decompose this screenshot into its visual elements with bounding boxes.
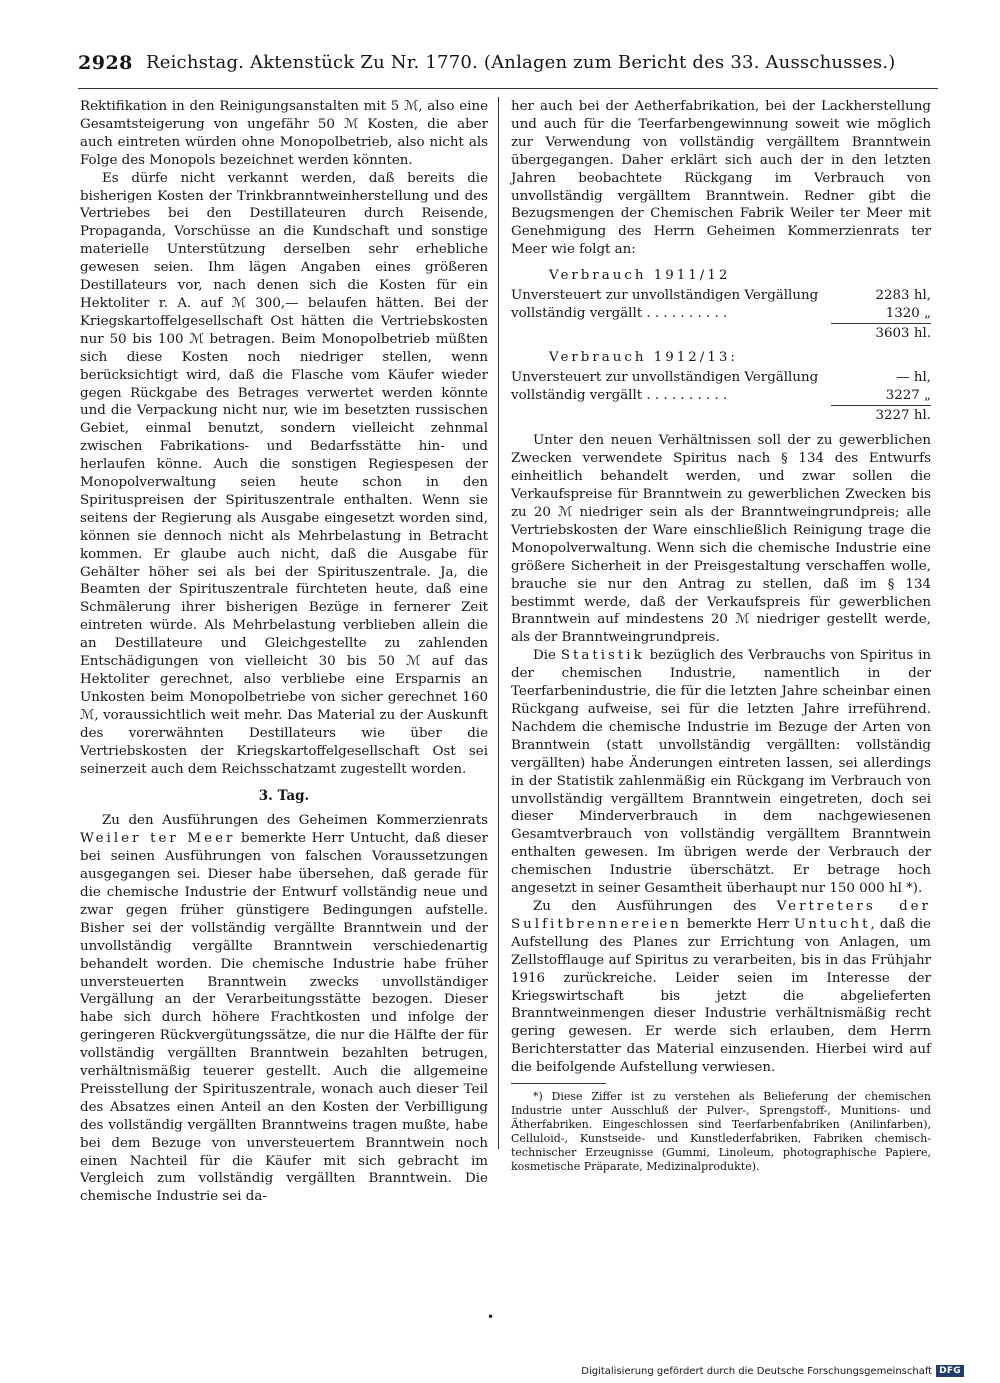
row-value: 3227 „ (885, 387, 931, 403)
right-paragraph-2: Unter den neuen Verhältnissen soll der zu gewerblichen Zwecken verwendete Spiritus nach § 134 des Entwurfs einheitlich behandelt werden, und zwar sollen die Verkaufspreise für Branntwein zu gewerblichen Zwecken bis zu 20 ℳ niedriger sein als der Branntweingrundpreis; alle Vertriebskosten der Ware einschließlich Reinigung trage die Monopolverwaltung. Wenn sich die chemische Industrie eine größere Sicherheit in der Preisgestaltung verschaffen wolle, brauche sie nur den Antrag zu stellen, daß im § 134 bestimmt werde, daß der Verkaufspreis für gewerblichen Branntwein auf mindestens 20 ℳ niedriger gestellt werde, als der Branntweingrundpreis. (511, 433, 931, 646)
right-paragraph-4 (511, 898, 931, 1077)
row-value: — hl, (896, 369, 931, 385)
person-name: Weiler ter Meer (80, 831, 236, 847)
left-column (80, 98, 488, 1206)
table-heading: Verbrauch 1911/12 (549, 268, 731, 284)
table-row (511, 369, 931, 387)
text-run: Die (533, 648, 561, 664)
left-paragraph-3 (80, 812, 488, 1206)
right-paragraph-3 (511, 647, 931, 898)
person-name: Untucht (794, 916, 871, 932)
table-row (511, 287, 931, 305)
row-label: Unversteuert zur unvollständigen Vergällung (511, 369, 819, 385)
left-paragraph-2: Es dürfe nicht verkannt werden, daß bereits die bisherigen Kosten der Trinkbranntweinherstellung und des Vertriebes bei den Destillateuren durch Reisende, Propaganda, Vorschüsse an die Kundschaft und sonstige materielle Unterstützung derselben sehr erhebliche gewesen seien. Ihm lägen Angaben eines größeren Destillateurs vor, nach denen sich die Kosten für ein Hektoliter r. A. auf ℳ 300,— belaufen hätten. Bei der Kriegskartoffelgesellschaft Ost hätten die Vertriebskosten nur 50 bis 100 ℳ betragen. Beim Monopolbetrieb müßten sich diese Kosten noch niedriger stellen, wenn berücksichtigt wird, daß die Flasche vom Käufer wieder gegen Rückgabe des Betrages verwertet werden könnte und die Verpackung nicht nur, wie im besetzten russischen Gebiet, einmal benutzt, sondern vielleicht zehnmal zwischen Fabrikations- und Bedarfsstätte hin- und herlaufen könne. Auch die sonstigen Regiespesen der Monopolverwaltung seien heute schon in den Spirituspreisen der Spirituszentrale enthalten. Wenn sie seitens der Regierung als Ausgabe eingesetzt worden sind, können sie dennoch nicht als Mehrbelastung in Betracht kommen. Er glaube auch nicht, daß die Ausgabe für Gehälter höher sei als bei der Spirituszentrale. Ja, die Beamten der Spirituszentrale fürchteten heute, daß eine Schmälerung ihrer bisherigen Bezüge in fernerer Zeit eintreten würde. Als Mehrbelastung verblieben allein die an Destillateure und Gleichgestellte zu zahlenden Entschädigungen von vielleicht 30 bis 50 ℳ auf das Hektoliter gerechnet, also verbliebe eine Ersparnis an Unkosten beim Monopolbetriebe von sicher gerechnet 160 ℳ, voraussichtlich weit mehr. Das Material zu der Auskunft des vorerwähnten Destillateurs wie über die Vertriebskosten der Kriegskartoffelgesellschaft Ost sei seinerzeit auch dem Reichsschatzamt zugestellt worden. (80, 170, 488, 777)
right-column (511, 98, 931, 1174)
column-divider (498, 97, 499, 1149)
table-row (511, 387, 931, 405)
text-run: Zu den Ausführungen des Geheimen Kommerzienrats (102, 813, 488, 829)
table-row (511, 305, 931, 323)
row-value: 1320 „ (885, 305, 931, 321)
text-run: bemerkte Herr (681, 916, 795, 932)
text-run: bezüglich des Verbrauchs von Spiritus in der chemischen Industrie, namentlich in der Teerfarbenindustrie, die für die letzten Jahre scheinbar einen Rückgang aufweise, sei für die letzten Jahre irreführend. Nachdem die chemische Industrie im Bezuge der Arten von Branntwein (statt unvollständig vergällten: vollständig vergällten) habe Änderungen eintreten lassen, sei allerdings in der Statistik zahlenmäßig ein Rückgang im Verbrauch von unvollständig vergälltem Branntwein eingetreten, doch sei dieser Minderverbrauch in dem nachgewiesenen Gesamtverbrauch von vollständig vergälltem Branntwein enthalten gewesen. Im übrigen werde der Verbrauch der chemischen Industrie überschätzt. Er betrage hoch angesetzt in seiner Gesamtheit überhaupt nur 150 000 hl *). (511, 648, 931, 897)
emphasized-term: Vertreters der Sulfitbrennereien (511, 898, 931, 932)
credit-text: Digitalisierung gefördert durch die Deutsche Forschungsgemeinschaft (581, 1365, 933, 1377)
page-mark: • (487, 1310, 495, 1324)
row-label: vollständig vergällt . . . . . . . . . . (511, 387, 728, 403)
row-label: Unversteuert zur unvollständigen Vergällung (511, 288, 819, 304)
row-value: 2283 hl, (875, 288, 931, 304)
day-heading: 3. Tag. (258, 788, 310, 805)
table-total: 3603 hl. (831, 323, 931, 343)
footnote: *) Diese Ziffer ist zu verstehen als Belieferung der chemischen Industrie unter Ausschluß der Pulver-, Sprengstoff-, Munitions- und Ätherfabriken. Eingeschlossen sind Teerfarbenfabriken (Anilinfarben), Celluloid-, Kunstseide- und Kunstlederfabriken, Fabriken chemisch-technischer Erzeugnisse (Gummi, Linoleum, photographische Papiere, kosmetische Präparate, Medizinalprodukte). (511, 1090, 931, 1174)
header-rule (78, 88, 938, 89)
text-run: bemerkte Herr Untucht, daß dieser bei seinen Ausführungen von falschen Voraussetzungen ausgegangen sei. Dieser habe übersehen, daß gerade für die chemische Industrie der Entwurf vollständig neue und zwar gegen früher günstigere Bedingungen aufstelle. Bisher sei der vollständig vergällte Branntwein und der unvollständig vergällte Branntwein verschiedenartig behandelt worden. Die chemische Industrie habe früher unversteuerten Branntwein zwecks unvollständiger Vergällung an der Verarbeitungsstätte bezogen. Dieser habe sich durch höhere Frachtkosten und infolge der geringeren Rückvergütungssätze, die nur die Hälfte der für vollständig vergällten Branntwein bezahlten betrugen, verhältnismäßig teuerer gestellt. Auch die allgemeine Preisstellung der Spirituszentrale, wonach auch dieser Teil des Absatzes einen Anteil an den Kosten der Verbilligung des vollständig vergällten Branntweins tragen mußte, habe bei dem Bezuge von unversteuertem Branntwein noch einen Nachteil für die Käufer mit sich gebracht im Vergleich zum vollständig vergällten Branntwein. Die chemische Industrie sei da- (80, 831, 489, 1205)
table-total: 3227 hl. (831, 405, 931, 425)
page-header (78, 52, 935, 82)
text-run: Zu den Ausführungen des (533, 898, 777, 914)
left-paragraph-1: Rektifikation in den Reinigungsanstalten mit 5 ℳ, also eine Gesamtsteigerung von ungefähr 50 ℳ Kosten, die aber auch eintreten würden ohne Monopolbetrieb, also nicht als Folge des Monopols bezeichnet werden könnten. (80, 99, 488, 168)
running-title: Reichstag. Aktenstück Zu Nr. 1770. (Anlagen zum Bericht des 33. Ausschusses.) (146, 52, 896, 73)
table-heading: Verbrauch 1912/13: (549, 349, 738, 365)
right-paragraph-1: her auch bei der Aetherfabrikation, bei der Lackherstellung und auch für die Teerfarbengewinnung soweit wie möglich zur Verwendung von vollständig vergälltem Branntwein übergegangen. Daher erklärt sich auch der in den letzten Jahren beobachtete Rückgang im Verbrauch von unvollständig vergälltem Branntwein. Redner gibt die Bezugsmengen der Chemischen Fabrik Weiler ter Meer mit Genehmigung des Herrn Geheimen Kommerzienrats ter Meer wie folgt an: (511, 99, 931, 258)
footnote-rule (511, 1083, 606, 1084)
consumption-table (511, 267, 931, 424)
row-label: vollständig vergällt . . . . . . . . . . (511, 305, 728, 321)
emphasized-term: Statistik (560, 648, 645, 664)
digitization-credit (581, 1365, 964, 1377)
dfg-logo-icon: DFG (936, 1365, 964, 1377)
text-run: , daß die Aufstellung des Planes zur Errichtung von Anlagen, um Zellstofflauge auf Spiritus zu verarbeiten, bis in das Frühjahr 1916 zurückreiche. Leider seien im Interesse der Kriegswirtschaft bis jetzt die abgelieferten Branntweinmengen dieser Industrie verhältnismäßig recht gering gewesen. Er werde sich erlauben, dem Herrn Berichterstatter das Material einzusenden. Hierbei wird auf die beifolgende Aufstellung verwiesen. (511, 916, 931, 1076)
page-number: 2928 (78, 52, 133, 74)
